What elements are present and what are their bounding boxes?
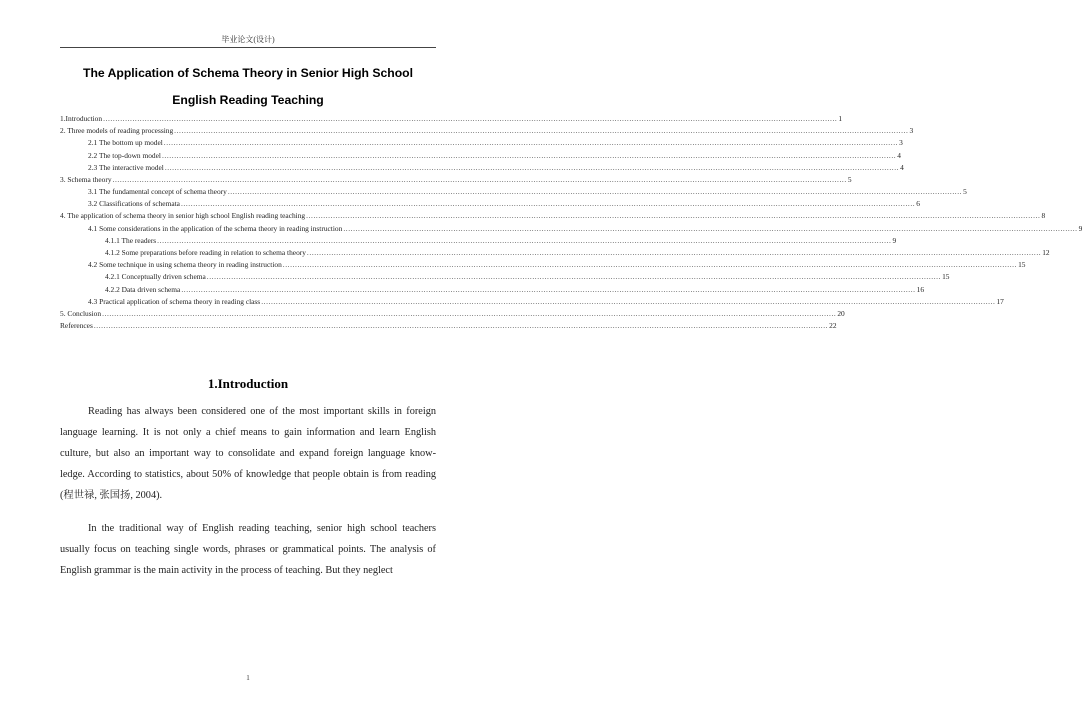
document-title-line-1: The Application of Schema Theory in Senior High School bbox=[83, 66, 413, 80]
toc-entry[interactable] bbox=[60, 198, 920, 210]
toc-entry[interactable] bbox=[60, 247, 1050, 259]
toc-entry-page: 4 bbox=[897, 150, 901, 160]
toc-entry[interactable] bbox=[60, 211, 1046, 223]
toc-entry[interactable] bbox=[60, 284, 925, 296]
toc-entry-page: 1 bbox=[838, 113, 843, 123]
toc-leader-dots: ............................................................................................................................................................................................................................................................................................................ bbox=[102, 308, 837, 318]
toc-entry-page: 5 bbox=[847, 174, 852, 184]
toc-entry-page: 4 bbox=[900, 162, 904, 172]
toc-entry-page: 8 bbox=[1041, 211, 1046, 221]
toc-entry[interactable] bbox=[60, 296, 1004, 308]
toc-entry-title: 4.3 Practical application of schema theory in reading class bbox=[88, 296, 261, 306]
body-paragraph-2: In the traditional way of English reading teaching, senior high school teachers usually focus on teaching single words, phrases or grammatical points. The analysis of English grammar is the main activity in the process of teaching. But they neglect bbox=[60, 523, 436, 576]
toc-leader-dots: ............................................................................................................................................................................................................................................................................................................ bbox=[306, 248, 1042, 258]
toc-entry-title: 4.2 Some technique in using schema theory in reading instruction bbox=[88, 260, 282, 270]
toc-entry-title: 4.1.1 The readers bbox=[105, 235, 157, 245]
toc-leader-dots: ............................................................................................................................................................................................................................................................................................................ bbox=[343, 223, 1078, 233]
toc-entry-title: 2.3 The interactive model bbox=[88, 162, 164, 172]
toc-leader-dots: ............................................................................................................................................................................................................................................................................................................ bbox=[103, 113, 838, 123]
toc-entry[interactable] bbox=[60, 174, 852, 186]
toc-entry-page: 6 bbox=[916, 199, 920, 209]
toc-entry[interactable] bbox=[60, 271, 950, 283]
toc-entry-title: 4.1 Some considerations in the application of the schema theory in reading instruction bbox=[88, 223, 343, 233]
document-title-line-2: English Reading Teaching bbox=[172, 93, 324, 107]
toc-entry-title: 2.1 The bottom up model bbox=[88, 138, 163, 148]
toc-entry-page: 12 bbox=[1042, 248, 1050, 258]
toc-entry-page: 9 bbox=[892, 235, 897, 245]
running-header: 毕业论文(设计) bbox=[221, 35, 275, 44]
toc-leader-dots: ............................................................................................................................................................................................................................................................................................................ bbox=[306, 211, 1041, 221]
toc-entry-page: 5 bbox=[963, 187, 967, 197]
toc-entry[interactable] bbox=[60, 223, 1082, 235]
toc-leader-dots: ............................................................................................................................................................................................................................................................................................................ bbox=[261, 296, 996, 306]
toc-entry[interactable] bbox=[60, 186, 967, 198]
toc-entry-page: 16 bbox=[916, 284, 925, 294]
toc-entry-title: 4.1.2 Some preparations before reading in relation to schema theory bbox=[105, 248, 306, 258]
toc-entry[interactable] bbox=[60, 320, 837, 332]
page-number: 1 bbox=[246, 674, 250, 682]
toc-entry-title: 3.2 Classifications of schemata bbox=[88, 199, 180, 209]
toc-entry-title: 3.1 The fundamental concept of schema theory bbox=[88, 187, 227, 197]
toc-leader-dots: ............................................................................................................................................................................................................................................................................................................ bbox=[282, 260, 1018, 270]
toc-leader-dots: ............................................................................................................................................................................................................................................................................................................ bbox=[164, 162, 900, 172]
toc-leader-dots: ............................................................................................................................................................................................................................................................................................................ bbox=[93, 321, 829, 331]
toc-entry[interactable] bbox=[60, 235, 897, 247]
body-paragraph-1: Reading has always been considered one of the most important skills in foreign language learning. It is not only a chief means to gain information and learn English culture, but also an important way to consolidate and expand foreign language know-ledge. According to statistics, about 50% of knowledge that people obtain is from reading (程世禄, 张国扬, 2004). bbox=[60, 406, 436, 501]
toc-entry-title: 2.2 The top-down model bbox=[88, 150, 161, 160]
toc-entry[interactable] bbox=[60, 162, 904, 174]
toc-entry-title: 4.2.1 Conceptually driven schema bbox=[105, 272, 206, 282]
toc-entry-page: 17 bbox=[996, 296, 1004, 306]
header-rule bbox=[60, 47, 436, 48]
toc-leader-dots: ............................................................................................................................................................................................................................................................................................................ bbox=[112, 174, 847, 184]
toc-entry-page: 9 bbox=[1078, 223, 1082, 233]
toc-entry-page: 15 bbox=[942, 272, 950, 282]
toc-entry-title: 5. Conclusion bbox=[60, 308, 102, 318]
toc-leader-dots: ............................................................................................................................................................................................................................................................................................................ bbox=[181, 284, 916, 294]
toc-entry-title: 3. Schema theory bbox=[60, 174, 112, 184]
toc-entry-page: 20 bbox=[837, 308, 845, 318]
toc-entry[interactable] bbox=[60, 137, 903, 149]
toc-leader-dots: ............................................................................................................................................................................................................................................................................................................ bbox=[174, 126, 909, 136]
toc-entry-page: 22 bbox=[829, 321, 837, 331]
table-of-contents bbox=[60, 113, 1082, 332]
toc-leader-dots: ............................................................................................................................................................................................................................................................................................................ bbox=[206, 272, 942, 282]
toc-entry[interactable] bbox=[60, 113, 843, 125]
toc-entry-title: 4.2.2 Data driven schema bbox=[105, 284, 181, 294]
toc-leader-dots: ............................................................................................................................................................................................................................................................................................................ bbox=[180, 199, 916, 209]
section-heading: 1.Introduction bbox=[207, 376, 289, 391]
toc-entry-title: 1.Introduction bbox=[60, 113, 103, 123]
toc-entry-title: 4. The application of schema theory in senior high school English reading teaching bbox=[60, 211, 306, 221]
toc-entry-page: 3 bbox=[909, 126, 914, 136]
toc-entry[interactable] bbox=[60, 308, 845, 320]
toc-entry-page: 3 bbox=[899, 138, 903, 148]
toc-leader-dots: ............................................................................................................................................................................................................................................................................................................ bbox=[161, 150, 897, 160]
toc-entry-page: 15 bbox=[1018, 260, 1026, 270]
toc-entry[interactable] bbox=[60, 150, 901, 162]
toc-entry[interactable] bbox=[60, 125, 914, 137]
toc-entry[interactable] bbox=[60, 259, 1026, 271]
toc-entry-title: 2. Three models of reading processing bbox=[60, 126, 174, 136]
toc-entry-title: References bbox=[60, 321, 93, 331]
toc-leader-dots: ............................................................................................................................................................................................................................................................................................................ bbox=[157, 235, 892, 245]
toc-leader-dots: ............................................................................................................................................................................................................................................................................................................ bbox=[227, 187, 963, 197]
toc-leader-dots: ............................................................................................................................................................................................................................................................................................................ bbox=[163, 138, 899, 148]
